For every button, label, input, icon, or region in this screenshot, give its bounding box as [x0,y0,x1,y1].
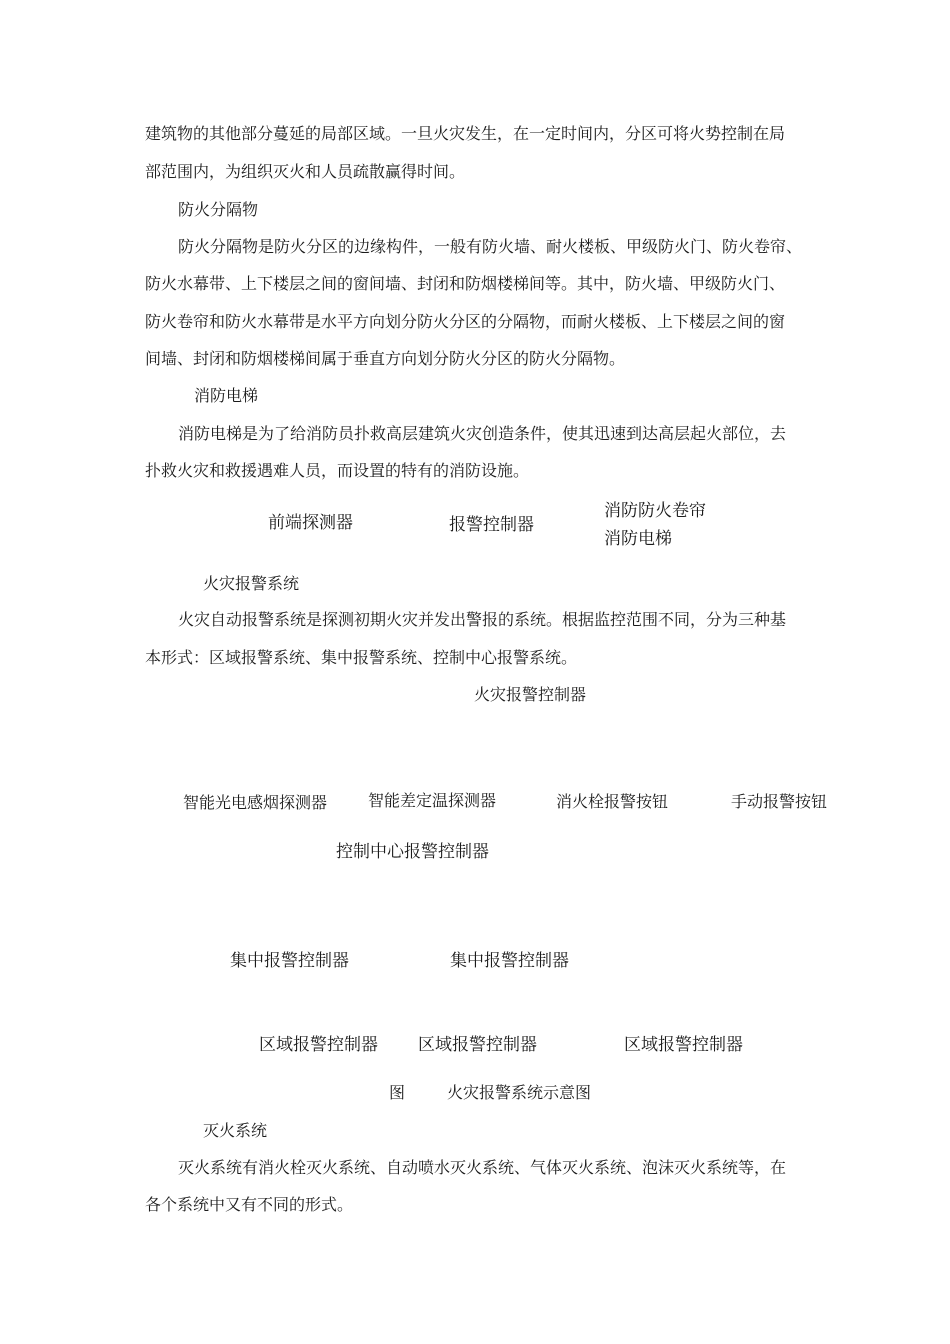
fire-separation-heading: 防火分隔物 [178,200,259,219]
manual-button-label: 手动报警按钮 [731,792,828,811]
control-center-label: 控制中心报警控制器 [336,842,489,862]
area-controller-1-label: 区域报警控制器 [259,1035,378,1055]
heat-detector-label: 智能差定温探测器 [368,791,497,810]
fire-separation-line-4: 间墙、封闭和防烟楼梯间属于垂直方向划分防火分区的防火分隔物。 [145,349,626,368]
intro-line-2: 部范围内，为组织灭火和人员疏散赢得时间。 [145,162,466,181]
alarm-controller-label: 报警控制器 [449,515,534,535]
fire-separation-line-3: 防火卷帘和防火水幕带是水平方向划分防火分区的分隔物，而耐火楼板、上下楼层之间的窗 [145,312,786,331]
area-controller-2-label: 区域报警控制器 [418,1035,537,1055]
fire-elevator-line-2: 扑救火灾和救援遇难人员，而设置的特有的消防设施。 [145,461,530,480]
figure-caption-label: 图 [389,1083,406,1102]
central-controller-1-label: 集中报警控制器 [230,951,349,971]
alarm-system-heading: 火灾报警系统 [203,574,300,593]
fire-separation-line-2: 防火水幕带、上下楼层之间的窗间墙、封闭和防烟楼梯间等。其中，防火墙、甲级防火门、 [145,274,786,293]
fire-elevator-heading: 消防电梯 [194,386,259,405]
fire-elevator-label: 消防电梯 [604,529,672,549]
fire-shutter-label: 消防防火卷帘 [604,501,706,521]
fire-separation-line-1: 防火分隔物是防火分区的边缘构件，一般有防火墙、耐火楼板、甲级防火门、防火卷帘、 [178,237,803,256]
fire-alarm-controller-label: 火灾报警控制器 [474,685,587,704]
front-detector-label: 前端探测器 [268,513,353,533]
hydrant-button-label: 消火栓报警按钮 [556,792,669,811]
central-controller-2-label: 集中报警控制器 [450,951,569,971]
extinguishing-line-1: 灭火系统有消火栓灭火系统、自动喷水灭火系统、气体灭火系统、泡沫灭火系统等，在 [178,1158,787,1177]
alarm-system-line-2: 本形式：区域报警系统、集中报警系统、控制中心报警系统。 [145,648,578,667]
intro-line-1: 建筑物的其他部分蔓延的局部区域。一旦火灾发生，在一定时间内，分区可将火势控制在局 [145,124,786,143]
area-controller-3-label: 区域报警控制器 [624,1035,743,1055]
extinguishing-heading: 灭火系统 [203,1121,268,1140]
fire-elevator-line-1: 消防电梯是为了给消防员扑救高层建筑火灾创造条件，使其迅速到达高层起火部位，去 [178,424,787,443]
extinguishing-line-2: 各个系统中又有不同的形式。 [145,1195,354,1214]
figure-caption-title: 火灾报警系统示意图 [447,1083,592,1102]
alarm-system-line-1: 火灾自动报警系统是探测初期火灾并发出警报的系统。根据监控范围不同，分为三种基 [178,610,787,629]
smoke-detector-label: 智能光电感烟探测器 [183,793,328,812]
